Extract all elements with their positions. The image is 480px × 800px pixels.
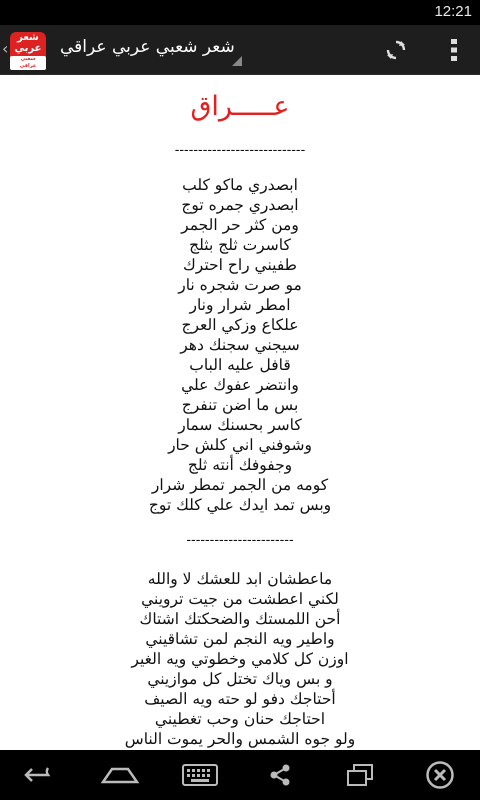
poem-line: طفيني راح احترك	[183, 256, 297, 274]
up-caret-icon[interactable]: ‹	[2, 39, 9, 58]
poem-line: بس ما اضن تنفرج	[181, 396, 299, 414]
stanza-2	[0, 569, 480, 749]
poem-line: ماعطشان ابد للعشك لا والله	[147, 570, 333, 588]
poem-line: وجفوفك أنته ثلج	[187, 456, 293, 474]
poem-line: كاسر بحسنك سمار	[178, 416, 302, 434]
action-bar	[0, 25, 480, 75]
keyboard-button[interactable]	[170, 750, 230, 800]
recent-apps-button[interactable]	[330, 750, 390, 800]
poem-line: ابصدري جمره توج	[181, 196, 299, 214]
status-time: 12:21	[434, 3, 472, 20]
app-icon-subtext: شعبي عراقي	[10, 56, 46, 70]
poem-line: احتاجك حنان وحب تغطيني	[154, 710, 326, 728]
poem-line: سيجني سجنك دهر	[180, 336, 300, 354]
share-icon	[268, 763, 292, 787]
poem-line: علكاع وزكي العرج	[181, 316, 299, 334]
poem-content[interactable]	[0, 75, 480, 750]
navigation-bar	[0, 750, 480, 800]
app-icon[interactable]	[10, 32, 46, 68]
poem-line: أحتاجك دفو لو حته ويه الصيف	[144, 690, 336, 708]
close-button[interactable]	[410, 750, 470, 800]
status-bar	[0, 0, 480, 25]
stanza-1	[0, 175, 480, 515]
poem-line: لكني اعطشت من جيت ترويني	[141, 590, 339, 608]
share-button[interactable]	[250, 750, 310, 800]
poem-line: ولو جوه الشمس والحر يموت الناس	[124, 730, 356, 748]
separator: ----------------------------	[174, 141, 306, 157]
refresh-icon	[384, 38, 408, 62]
back-button[interactable]	[10, 750, 70, 800]
recent-apps-icon	[346, 763, 374, 787]
poem-line: وشوفني اني كلش حار	[168, 436, 312, 454]
refresh-button[interactable]	[376, 33, 416, 67]
poem-line: كومه من الجمر تمطر شرار	[151, 476, 329, 494]
spinner-indicator-icon	[232, 56, 242, 66]
action-bar-title[interactable]: شعر شعبي عربي عراقي	[60, 37, 235, 57]
separator: -----------------------	[186, 531, 294, 547]
overflow-menu-icon	[451, 39, 457, 61]
poem-line: ومن كثر حر الجمر	[181, 216, 299, 234]
poem-title: عـــــراق	[190, 91, 290, 122]
poem-line: مو صرت شجره نار	[178, 276, 302, 294]
poem-line: كاسرت ثلج بثلج	[189, 236, 291, 254]
poem-line: اوزن كل كلامي وخطوتي ويه الغير	[131, 650, 349, 668]
keyboard-icon	[182, 764, 218, 786]
poem-line: وانتضر عفوك علي	[181, 376, 299, 394]
poem-line: واطير ويه النجم لمن تشاقيني	[145, 630, 335, 648]
app-icon-text: شعر عربي	[14, 32, 42, 54]
overflow-menu-button[interactable]	[440, 33, 468, 67]
poem-line: وبس تمد ايدك علي كلك توج	[148, 496, 332, 514]
poem-line: أحن اللمستك والضحكتك اشتاك	[139, 610, 341, 628]
poem-line: قافل عليه الباب	[189, 356, 291, 374]
back-icon	[22, 764, 58, 786]
poem-line: امطر شرار ونار	[189, 296, 291, 314]
home-icon	[100, 765, 140, 785]
close-icon	[425, 760, 455, 790]
poem-line: ابصدري ماكو كلب	[182, 176, 298, 194]
poem-line: و بس وياك تختل كل موازيني	[147, 670, 333, 688]
home-button[interactable]	[90, 750, 150, 800]
